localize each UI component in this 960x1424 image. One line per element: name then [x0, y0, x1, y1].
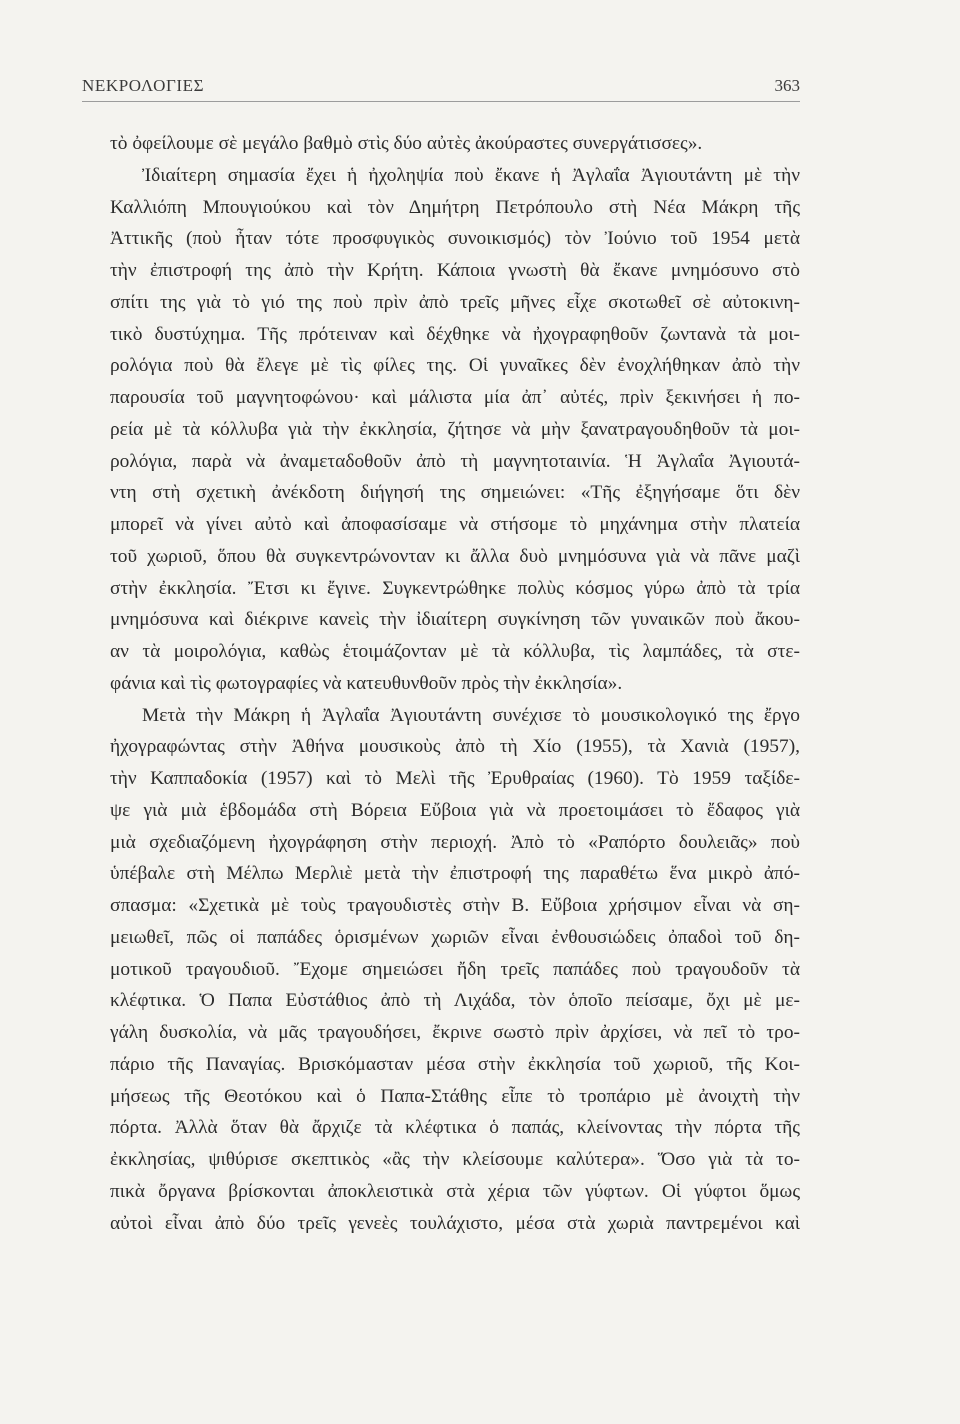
text-line: ἐκκλησίας, ψιθύρισε σκεπτικὸς «ἂς τὴν κλείσουμε καλύτερα». Ὅσο γιὰ τὰ το- [110, 1149, 800, 1170]
text-line: πικὰ ὄργανα βρίσκονται ἀποκλειστικὰ στὰ χέρια τῶν γύφτων. Οἱ γύφτοι ὅμως [110, 1180, 800, 1202]
header-rule [82, 101, 800, 102]
running-title: ΝΕΚΡΟΛΟΓΙΕΣ [82, 76, 205, 95]
text-line: τὴν ἐπιστροφή της ἀπὸ τὴν Κρήτη. Κάποια γνωστὴ θὰ ἔκανε μνημόσυνο στὸ [110, 260, 800, 281]
text-line: πόρτα. Ἀλλὰ ὅταν θὰ ἄρχιζε τὰ κλέφτικα ὁ παπάς, κλείνοντας τὴν πόρτα τῆς [110, 1117, 800, 1139]
text-line: σπίτι της γιὰ τὸ γιό της ποὺ πρὶν ἀπὸ τρεῖς μῆνες εἶχε σκοτωθεῖ σὲ αὐτοκινη- [110, 291, 800, 313]
text-line: αν τὰ μοιρολόγια, καθὼς ἑτοιμάζονταν μὲ τὰ κόλλυβα, τὶς λαμπάδες, τὰ στε- [110, 641, 800, 662]
text-line: ρεία μὲ τὰ κόλλυβα γιὰ τὴν ἐκκλησία, ζήτησε νὰ μὴν ξανατραγουδηθοῦν τὰ μοι- [110, 418, 800, 440]
text-line: φάνια καὶ τὶς φωτογραφίες νὰ κατευθυνθοῦν πρὸς τὴν ἐκκλησία». [110, 672, 623, 694]
text-line: πάριο τῆς Παναγίας. Βρισκόμασταν μέσα στὴν ἐκκλησία τοῦ χωριοῦ, τῆς Κοι- [110, 1053, 800, 1075]
text-line: μπορεῖ νὰ γίνει αὐτὸ καὶ ἀποφασίσαμε νὰ στήσομε τὸ μηχάνημα στὴν πλατεία [110, 514, 800, 535]
text-line: στὴν ἐκκλησία. Ἔτσι κι ἔγινε. Συγκεντρώθηκε πολὺς κόσμος γύρω ἀπὸ τὰ τρία [110, 577, 800, 599]
text-line: ρολόγια ποὺ θὰ ἔλεγε μὲ τὶς φίλες της. Οἱ γυναῖκες δὲν ἐνοχλήθηκαν ἀπὸ τὴν [110, 355, 800, 377]
text-line: Μετὰ τὴν Μάκρη ἡ Ἀγλαΐα Ἀγιουτάντη συνέχισε τὸ μουσικολογικό της ἔργο [142, 704, 800, 726]
text-line: μιὰ σχεδιαζόμενη ἠχογράφηση στὴν περιοχή. Ἀπὸ τὸ «Ραπόρτο δουλειᾶς» ποὺ [110, 831, 800, 853]
text-line: Καλλιόπη Μπουγιούκου καὶ τὸν Δημήτρη Πετρόπουλο στὴ Νέα Μάκρη τῆς [110, 196, 800, 218]
text-line: μοτικοῦ τραγουδιοῦ. Ἔχομε σημειώσει ἤδη τρεῖς παπάδες ποὺ τραγουδοῦν τὰ [110, 958, 800, 980]
page-number: 363 [774, 76, 800, 95]
text-line: ντη στὴ σχετικὴ ἀνέκδοτη διήγησή της σημειώνει: «Τῆς ἐξηγήσαμε ὅτι δὲν [110, 482, 800, 504]
text-line: μειωθεῖ, πῶς οἱ παπάδες ὁρισμένων χωριῶν εἶναι ἐνθουσιώδεις ὀπαδοὶ τοῦ δη- [110, 926, 800, 948]
text-line: αὐτοὶ εἶναι ἀπὸ δύο τρεῖς γενεὲς τουλάχιστο, μέσα στὰ χωριὰ παντρεμένοι καὶ [110, 1212, 800, 1234]
text-line: κλέφτικα. Ὁ Παπα Εὐστάθιος ἀπὸ τὴ Λιχάδα, τὸν ὁποῖο πείσαμε, ὄχι μὲ με- [110, 990, 800, 1012]
text-line: μνημόσυνα καὶ διέκρινε κανεὶς τὴν ἰδιαίτερη συγκίνηση τῶν γυναικῶν ποὺ ἄκου- [110, 609, 800, 631]
text-line: τικὸ δυστύχημα. Τῆς πρότειναν καὶ δέχθηκε νὰ ἠχογραφηθοῦν ζωντανὰ τὰ μοι- [110, 323, 800, 345]
text-line: ἠχογραφώντας στὴν Ἀθήνα μουσικοὺς ἀπὸ τὴ Χίο (1955), τὰ Χανιὰ (1957), [110, 736, 800, 758]
body-text [110, 128, 800, 1239]
text-line: τὴν Καππαδοκία (1957) καὶ τὸ Μελὶ τῆς Ἐρυθραίας (1960). Τὸ 1959 ταξίδε- [110, 768, 800, 789]
text-line: Ἰδιαίτερη σημασία ἔχει ἡ ἠχοληψία ποὺ ἔκανε ἡ Ἀγλαΐα Ἀγιουτάντη μὲ τὴν [142, 164, 800, 186]
text-line: σπασμα: «Σχετικὰ μὲ τοὺς τραγουδιστὲς στὴν Β. Εὔβοια χρήσιμον εἶναι νὰ ση- [110, 895, 800, 916]
text-line: μήσεως τῆς Θεοτόκου καὶ ὁ Παπα-Στάθης εἶπε τὸ τροπάριο μὲ ἀνοιχτὴ τὴν [110, 1085, 800, 1107]
page-header [82, 76, 800, 100]
text-line: Ἀττικῆς (ποὺ ἦταν τότε προσφυγικὸς συνοικισμός) τὸν Ἰούνιο τοῦ 1954 μετὰ [110, 228, 800, 250]
text-line: ρολόγια, παρὰ νὰ ἀναμεταδοθοῦν ἀπὸ τὴ μαγνητοταινία. Ἡ Ἀγλαΐα Ἀγιουτά- [110, 450, 800, 472]
text-line: ὑπέβαλε στὴ Μέλπω Μερλιὲ μετὰ τὴν ἐπιστροφή της παραθέτω ἕνα μικρὸ ἀπό- [110, 863, 800, 885]
text-line: γάλη δυσκολία, νὰ μᾶς τραγουδήσει, ἔκρινε σωστὸ πρὶν ἀρχίσει, νὰ πεῖ τὸ τρο- [110, 1022, 800, 1043]
text-line: τοῦ χωριοῦ, ὅπου θὰ συγκεντρώνονταν κι ἄλλα δυὸ μνημόσυνα γιὰ νὰ πᾶνε μαζὶ [110, 545, 800, 567]
text-line: ψε γιὰ μιὰ ἑβδομάδα στὴ Βόρεια Εὔβοια γιὰ νὰ προετοιμάσει τὸ ἔδαφος γιὰ [110, 799, 800, 821]
text-line: τὸ ὀφείλουμε σὲ μεγάλο βαθμὸ στὶς δύο αὐτὲς ἀκούραστες συνεργάτισσες». [110, 133, 703, 154]
text-line: παρουσία τοῦ μαγνητοφώνου· καὶ μάλιστα μία ἀπ᾽ αὐτές, πρὶν ξεκινήσει ἡ πο- [110, 387, 800, 408]
